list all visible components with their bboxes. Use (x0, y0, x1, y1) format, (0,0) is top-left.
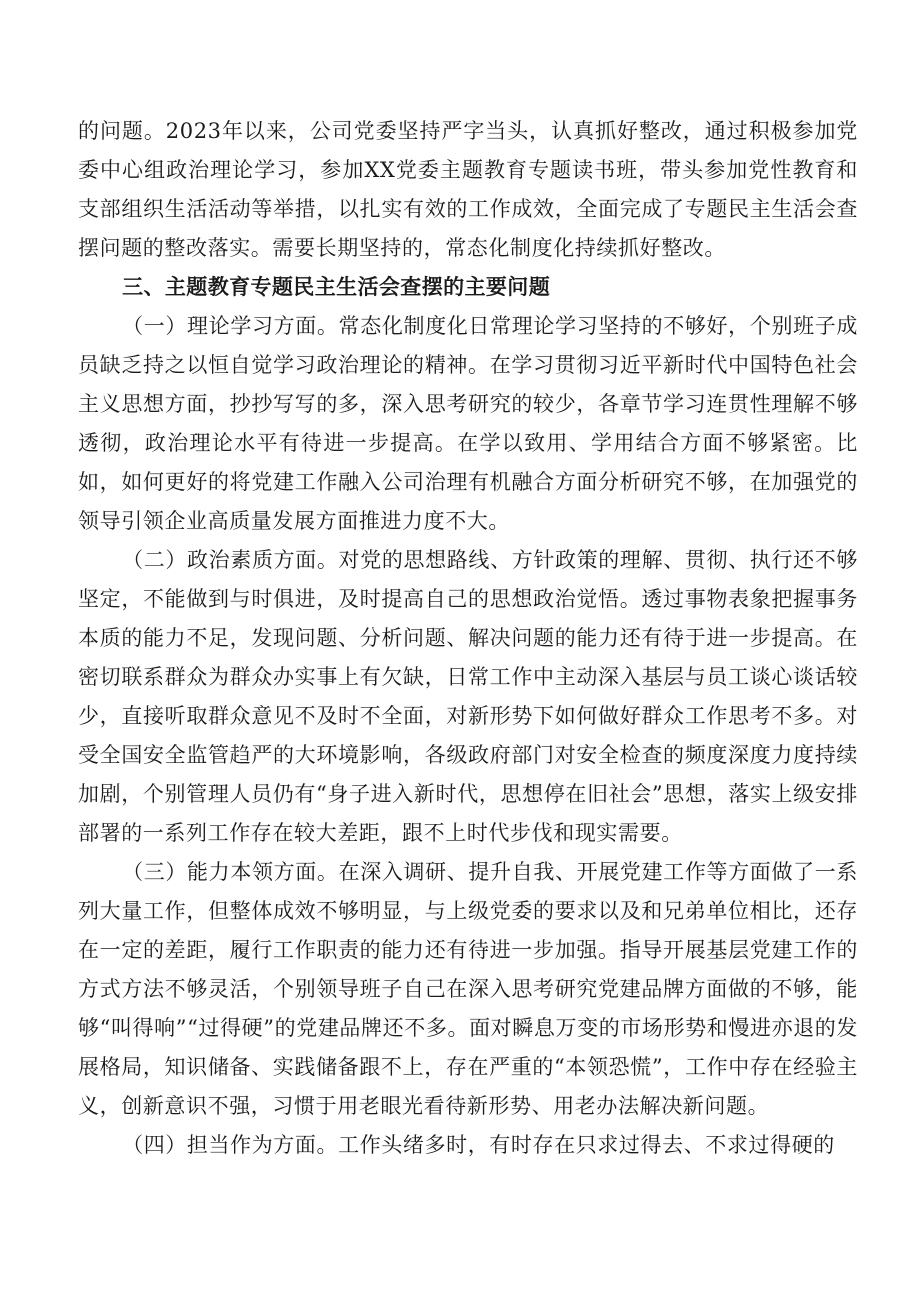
paragraph-political-quality: （二）政治素质方面。对党的思想路线、方针政策的理解、贯彻、执行还不够坚定，不能做到与时俱进，及时提高自己的思想政治觉悟。透过事物表象把握事务本质的能力不足，发现问题、分析问题、解决问题的能力还有待于进一步提高。在密切联系群众为群众办实事上有欠缺，日常工作中主动深入基层与员工谈心谈话较少，直接听取群众意见不及时不全面，对新形势下如何做好群众工作思考不多。对受全国安全监管趋严的大环境影响，各级政府部门对安全检查的频度深度力度持续加剧，个别管理人员仍有“身子进入新时代，思想停在旧社会”思想，落实上级安排部署的一系列工作存在较大差距，跟不上时代步伐和现实需要。 (78, 548, 858, 845)
paragraph-responsibility: （四）担当作为方面。工作头绪多时，有时存在只求过得去、不求过得硬的 (122, 1133, 835, 1157)
document-body (78, 112, 858, 1165)
paragraph-theory-study: （一）理论学习方面。常态化制度化日常理论学习坚持的不够好，个别班子成员缺乏持之以恒自觉学习政治理论的精神。在学习贯彻习近平新时代中国特色社会主义思想方面，抄抄写写的多，深入思考研究的较少，各章节学习连贯性理解不够透彻，政治理论水平有待进一步提高。在学以致用、学用结合方面不够紧密。比如，如何更好的将党建工作融入公司治理有机融合方面分析研究不够，在加强党的领导引领企业高质量发展方面推进力度不大。 (78, 314, 858, 533)
intro-paragraph: 的问题。2023年以来，公司党委坚持严字当头，认真抓好整改，通过积极参加党委中心组政治理论学习，参加XX党委主题教育专题读书班，带头参加党性教育和支部组织生活活动等举措，以扎实有效的工作成效，全面完成了专题民主生活会查摆问题的整改落实。需要长期坚持的，常态化制度化持续抓好整改。 (78, 119, 858, 260)
section-heading: 三、主题教育专题民主生活会查摆的主要问题 (122, 275, 551, 299)
paragraph-ability: （三）能力本领方面。在深入调研、提升自我、开展党建工作等方面做了一系列大量工作，但整体成效不够明显，与上级党委的要求以及和兄弟单位相比，还存在一定的差距，履行工作职责的能力还有待进一步加强。指导开展基层党建工作的方式方法不够灵活，个别领导班子自己在深入思考研究党建品牌方面做的不够，能够“叫得响”“过得硬”的党建品牌还不多。面对瞬息万变的市场形势和慢进亦退的发展格局，知识储备、实践储备跟不上，存在严重的“本领恐慌”，工作中存在经验主义，创新意识不强，习惯于用老眼光看待新形势、用老办法解决新问题。 (78, 860, 858, 1118)
